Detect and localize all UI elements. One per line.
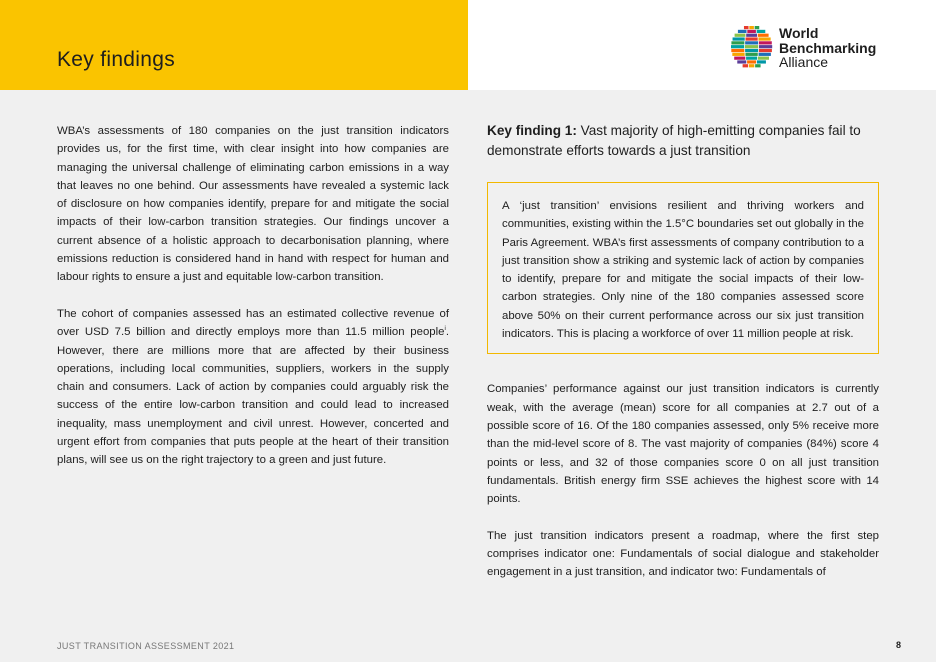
logo-stripe <box>758 57 769 60</box>
logo-stripe <box>759 53 771 56</box>
logo-stripe <box>755 64 760 67</box>
logo-stripe <box>745 53 757 56</box>
wba-logo <box>729 24 889 72</box>
footnote-marker[interactable]: i <box>444 326 446 333</box>
logo-stripe <box>758 37 770 40</box>
logo-stripe <box>759 45 772 48</box>
logo-stripe <box>744 26 749 29</box>
logo-line-benchmarking: Benchmarking <box>779 39 877 56</box>
wba-logo-icon <box>729 24 775 70</box>
callout-text: A ‘just transition’ envisions resilient and thriving workers and communities, existing within the 1.5°C boundaries set out globally in the Paris Agreement. WBA’s first assessments of company contribution to a just transition show a striking and systemic lack of action by companies to identify, prepare for and mitigate the social impacts of their low-carbon strategies. Only nine of the 180 companies assessed score above 50% on their current performance across our six just transition indicators. This is placing a workforce of over 11 million people at risk. <box>502 200 864 341</box>
logo-stripe <box>759 41 772 44</box>
logo-line-alliance: Alliance <box>779 54 829 70</box>
right-column <box>487 121 879 600</box>
logo-stripe <box>746 57 757 60</box>
left-paragraph-1: WBA’s assessments of 180 companies on the just transition indicators provides us, for the first time, with clear insight into how companies are managing the universal challenge of eliminating carbon emissions in a way that leaves no one behind. Our assessments have revealed a systemic lack of disclosure on how companies identify, prepare for and mitigate the social impacts of their low-carbon transition strategies. Our findings uncover a current absence of a holistic approach to decarbonisation planning, where emissions reduction is considered hand in hand with respect for human and labour rights to ensure a just and equitable low-carbon transition. <box>57 125 449 284</box>
key-finding-heading <box>487 121 879 160</box>
header-band <box>0 0 468 90</box>
logo-stripe <box>746 37 758 40</box>
key-finding-text: Vast majority of high-emitting companies fail to demonstrate efforts towards a just transition <box>487 123 861 158</box>
right-paragraph-1: Companies’ performance against our just transition indicators is currently weak, with the average (mean) score for all companies at 2.7 out of a possible score of 16. Of the 180 companies assessed, only 5% receive more than the mid-level score of 8. The vast majority of companies (84%) score 4 points or less, and 32 of those companies score 0 on all just transition fundamentals. British energy firm SSE achieves the highest score with 14 points. <box>487 383 879 506</box>
footer-report-name: JUST TRANSITION ASSESSMENT 2021 <box>57 641 235 651</box>
logo-line-world: World <box>779 25 819 41</box>
logo-stripe <box>755 26 760 29</box>
logo-stripe <box>735 34 746 37</box>
right-paragraph-2: The just transition indicators present a roadmap, where the first step comprises indicator one: Fundamentals of social dialogue and stakeholder engagement in a just transition, and indicator two: Fundamentals of <box>487 529 879 579</box>
left-paragraph-2-start: The cohort of companies assessed has an estimated collective revenue of over USD 7.5 billion and directly employs more than 11.5 million people <box>57 307 449 339</box>
logo-stripe <box>745 45 758 48</box>
logo-stripe <box>733 37 745 40</box>
logo-stripe <box>737 60 746 63</box>
logo-stripe <box>749 26 754 29</box>
logo-stripe <box>731 45 744 48</box>
logo-stripe <box>747 30 756 33</box>
logo-stripe <box>743 64 748 67</box>
left-paragraph-2 <box>57 305 449 470</box>
logo-stripe <box>734 57 745 60</box>
wba-logo-text <box>779 26 876 70</box>
callout-box <box>487 182 879 354</box>
left-column <box>57 122 449 488</box>
logo-stripe <box>738 30 747 33</box>
logo-stripe <box>747 60 756 63</box>
logo-stripe <box>758 34 769 37</box>
right-body <box>487 380 879 581</box>
logo-stripe <box>757 30 766 33</box>
logo-stripe <box>757 60 766 63</box>
page-title: Key findings <box>57 48 176 71</box>
logo-stripe <box>731 41 744 44</box>
footer-page-number: 8 <box>895 640 901 650</box>
logo-stripe <box>732 53 744 56</box>
logo-stripe <box>746 34 757 37</box>
logo-stripe <box>745 49 758 52</box>
logo-stripe <box>749 64 754 67</box>
logo-stripe <box>731 49 744 52</box>
left-paragraph-2-end: . However, there are millions more that are affected by their business operations, including local communities, suppliers, workers in the supply chain and consumers. Lack of action by companies could arguably risk the success of the entire low-carbon transition and could lead to increased inequality, mass unemployment and civil unrest. However, concerted and urgent effort from companies that puts people at the heart of their transition plans, will see us on the right trajectory to a green and just future. <box>57 326 449 467</box>
logo-stripe <box>745 41 758 44</box>
key-finding-label: Key finding 1: <box>487 123 577 138</box>
logo-stripe <box>759 49 772 52</box>
